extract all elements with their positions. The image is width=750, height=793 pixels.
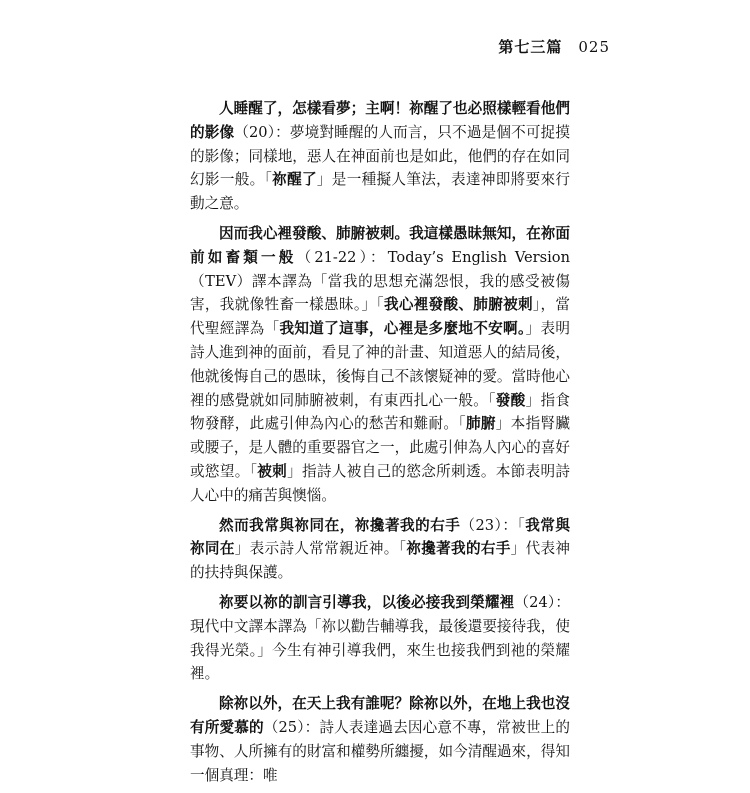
commentary-text: 」指食物發酵，此處引伸為內心的愁苦和難耐。「 [190, 391, 570, 433]
quoted-phrase: 祢醒了 [272, 171, 317, 189]
commentary-text: 」表明詩人進到神的面前，看見了神的計畫、知道惡人的結局後，他就後悔自己的愚昧，後悔自己不該懷疑神的愛。當時他心裡的感覺就如同肺腑被刺，有東西扎心一般。「 [190, 320, 570, 409]
verse-text: 除祢以外，在天上我有誰呢？除祢以外，在地上我也沒有所愛慕的 [190, 695, 570, 736]
quoted-phrase: 被刺 [257, 462, 288, 480]
quoted-phrase: 祢攙著我的右手 [406, 540, 511, 558]
commentary-text: （20）：夢境對睡醒的人而言，只不過是個不可捉摸的影像；同樣地，惡人在神面前也是如此，他們的存在如同幻影一般。「 [190, 123, 570, 189]
commentary-text: （24）：現代中文譯本譯為「祢以勸告輔導我，最後還要接待我，使我得光榮。」今生有神引導我們，來生也接我們到祂的榮耀裡。 [190, 593, 570, 683]
commentary-text: （25）：詩人表達過去因心意不專，常被世上的事物、人所擁有的財富和權勢所纏擾，如今清醒過來，得知一個真理：唯 [190, 718, 570, 784]
verse-text: 然而我常與祢同在，祢攙著我的右手 [219, 516, 461, 534]
commentary-text: 」是一種擬人筆法，表達神即將要來行動之意。 [190, 171, 570, 213]
commentary-text: 」指詩人被自己的慾念所刺透。本節表明詩人心中的痛苦與懊惱。 [190, 462, 570, 504]
quoted-phrase: 發酸 [495, 391, 526, 409]
commentary-text: （21-22）：Today’s English Version（TEV）譯本譯為「當我的思想充滿怨恨，我的感受被傷害，我就像牲畜一樣愚昧。」「 [190, 248, 570, 314]
commentary-text: 」，當代聖經譯為「 [190, 296, 570, 338]
page-number: 025 [578, 38, 610, 56]
commentary-text: 」代表神的扶持與保護。 [190, 540, 570, 582]
running-header [498, 36, 610, 57]
paragraph-verse-20 [190, 97, 570, 216]
paragraph-verse-21-22 [190, 222, 570, 508]
verse-text: 祢要以祢的訓言引導我，以後必接我到榮耀裡 [219, 593, 515, 611]
paragraph-verse-24 [190, 591, 570, 686]
page-body [190, 97, 570, 793]
quoted-phrase: 我心裡發酸、肺腑被刺 [383, 296, 533, 314]
quoted-phrase: 我常與祢同在 [190, 516, 570, 558]
commentary-text: 」表示詩人常常親近神。「 [234, 540, 407, 558]
paragraph-verse-25 [190, 692, 570, 787]
commentary-text: （23）：「 [460, 516, 526, 534]
verse-text: 人睡醒了，怎樣看夢；主啊！祢醒了也必照樣輕看他們的影像 [190, 100, 570, 141]
quoted-phrase: 我知道了這事，心裡是多麼地不安啊。 [279, 320, 526, 338]
verse-text: 因而我心裡發酸、肺腑被刺。我這樣愚昧無知，在祢面前如畜類一般 [190, 224, 570, 266]
chapter-title: 第七三篇 [498, 38, 563, 56]
paragraph-verse-23 [190, 514, 570, 585]
commentary-text: 」本指腎臟或腰子，是人體的重要器官之一，此處引伸為人內心的喜好或慾望。「 [190, 415, 570, 480]
quoted-phrase: 肺腑 [465, 415, 496, 433]
